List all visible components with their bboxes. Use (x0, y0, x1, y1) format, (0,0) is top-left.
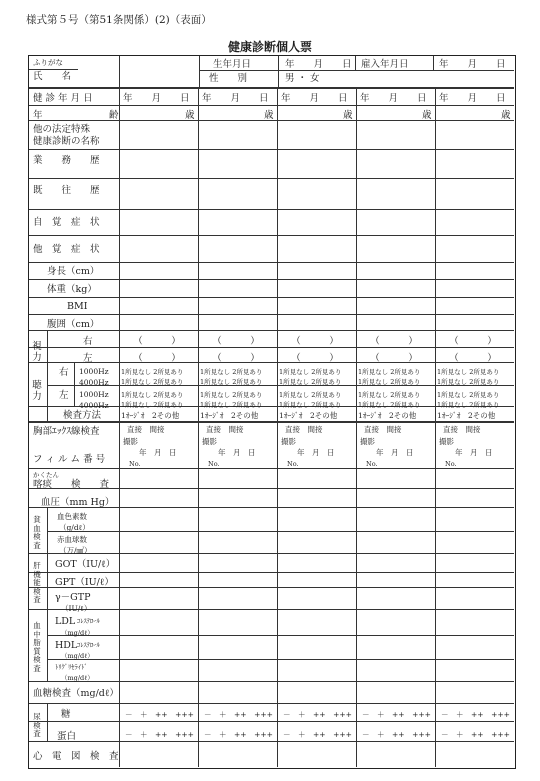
xray-photographed: 撮影 (360, 437, 375, 446)
h-rule (29, 69, 78, 70)
xray-photographed: 撮影 (439, 437, 454, 446)
xray-direct-indirect: 直接 間接 (364, 425, 402, 434)
hearing-right-4000-opts: 1所見なし 2所見あり (279, 378, 342, 386)
h-rule (29, 297, 514, 298)
vision-right-paren: （ ） (449, 336, 497, 347)
form-number-header: 様式第５号（第51条関係）(2)（表面） (26, 14, 212, 26)
h-rule (29, 609, 514, 610)
health-record-form (28, 55, 516, 769)
hearing-method-opts: 1ｵｰｼﾞｵ 2その他 (358, 411, 417, 420)
v-rule (74, 362, 75, 406)
vision-left-paren: （ ） (370, 353, 418, 364)
v-rule (277, 87, 278, 767)
past-history-label: 既 往 歴 (33, 185, 100, 196)
vision-right-label: 右 (83, 336, 93, 347)
blood-sugar-label: 血糖検査（mg/dℓ） (33, 688, 119, 699)
urine-sugar-scale: － ＋ ++ +++ (283, 710, 352, 719)
urine-sugar-label: 糖 (61, 709, 71, 720)
got-label: GOT（IU/ℓ） (55, 559, 116, 570)
hearing-left-1000-opts: 1所見なし 2所見あり (437, 391, 500, 399)
age-unit: 歳 (343, 110, 353, 121)
xray-photo-date: 年 月 日 (297, 448, 335, 457)
blood-pressure-label: 血圧（mm Hg） (41, 497, 115, 508)
hearing-left-label: 左 (59, 390, 69, 401)
hearing-left-1000: 1000Hz (79, 390, 109, 399)
h-rule (29, 149, 514, 150)
h-rule (29, 330, 514, 331)
v-rule (435, 87, 436, 767)
name-label: 氏 名 (33, 71, 72, 82)
h-rule (29, 209, 514, 210)
h-rule (29, 741, 514, 742)
ldl-unit: （mg/dℓ） (61, 629, 94, 637)
hearing-right-1000-opts: 1所見なし 2所見あり (358, 368, 421, 376)
exam-date-ymd: 年 月 日 (123, 93, 190, 104)
h-rule (29, 178, 514, 179)
xray-photo-date: 年 月 日 (218, 448, 256, 457)
ggtp-label: γ－GTP (55, 592, 91, 603)
film-number-no: No. (129, 460, 141, 468)
vision-left-paren: （ ） (449, 353, 497, 364)
ldl-label: LDL (55, 616, 76, 627)
h-rule (47, 659, 514, 660)
other-exam-label-2: 健康診断の名称 (33, 136, 100, 147)
waist-label: 腹囲（cm） (47, 319, 100, 330)
film-number-no: No. (287, 460, 299, 468)
vision-left-paren: （ ） (212, 353, 260, 364)
urine-label: 尿検査 (33, 712, 41, 738)
urine-protein-scale: － ＋ ++ +++ (441, 730, 510, 739)
chest-xray-label: 胸部ｴｯｸｽ線検査 (33, 426, 100, 437)
hearing-right-1000-opts: 1所見なし 2所見あり (437, 368, 500, 376)
urine-protein-scale: － ＋ ++ +++ (125, 730, 194, 739)
hearing-label: 聴力 (32, 380, 42, 402)
sputum-label: 喀痰 検 査 (33, 479, 110, 490)
hearing-left-4000-opts: 1所見なし 2所見あり (121, 401, 184, 409)
h-rule (29, 105, 514, 106)
exam-date-label: 健 診 年 月 日 (33, 93, 93, 104)
hearing-left-4000: 4000Hz (79, 401, 109, 410)
age-unit: 歳 (501, 110, 511, 121)
urine-protein-scale: － ＋ ++ +++ (283, 730, 352, 739)
rbc-label: 赤血球数 (57, 535, 87, 544)
urine-sugar-scale: － ＋ ++ +++ (362, 710, 431, 719)
vision-right-paren: （ ） (212, 336, 260, 347)
hearing-left-1000-opts: 1所見なし 2所見あり (279, 391, 342, 399)
h-rule (29, 262, 514, 263)
anemia-label: 貧血検査 (33, 515, 41, 550)
hire-date-ymd: 年 月 日 (439, 59, 506, 70)
h-rule (47, 635, 514, 636)
liver-label: 肝機能検査 (33, 561, 41, 604)
birth-date-ymd: 年 月 日 (285, 59, 352, 70)
test-method-label: 検査方法 (63, 410, 102, 421)
hearing-method-opts: 1ｵｰｼﾞｵ 2その他 (437, 411, 496, 420)
v-rule (119, 87, 120, 767)
v-rule (47, 330, 48, 422)
v-rule (198, 87, 199, 767)
xray-photographed: 撮影 (123, 437, 138, 446)
hearing-method-opts: 1ｵｰｼﾞｵ 2その他 (200, 411, 259, 420)
h-rule (29, 721, 514, 722)
lipid-label: 血中脂質検査 (33, 621, 41, 673)
vision-right-paren: （ ） (133, 336, 181, 347)
hearing-right-1000-opts: 1所見なし 2所見あり (279, 368, 342, 376)
ldl-sub: ｺﾚｽﾃﾛｰﾙ (77, 617, 100, 625)
h-rule (199, 70, 514, 71)
xray-direct-indirect: 直接 間接 (127, 425, 165, 434)
exam-date-ymd: 年 月 日 (360, 93, 427, 104)
urine-sugar-scale: － ＋ ++ +++ (125, 710, 194, 719)
hemoglobin-unit: （g/dℓ） (59, 523, 90, 532)
hearing-left-1000-opts: 1所見なし 2所見あり (121, 391, 184, 399)
age-unit: 歳 (264, 110, 274, 121)
form-title: 健康診断個人票 (227, 40, 312, 54)
hdl-sub: ｺﾚｽﾃﾛｰﾙ (77, 641, 100, 649)
age-label: 年 齢 (33, 110, 119, 121)
weight-label: 体重（kg） (47, 284, 97, 295)
hire-date-label: 雇入年月日 (361, 59, 409, 70)
xray-photo-date: 年 月 日 (455, 448, 493, 457)
film-number-no: No. (445, 460, 457, 468)
bmi-label: BMI (67, 301, 88, 312)
h-rule (29, 703, 514, 704)
furigana-label: ふりがな (33, 58, 63, 67)
hearing-right-1000-opts: 1所見なし 2所見あり (121, 368, 184, 376)
urine-sugar-scale: － ＋ ++ +++ (204, 710, 273, 719)
gpt-label: GPT（IU/ℓ） (55, 577, 114, 588)
hearing-right-4000-opts: 1所見なし 2所見あり (121, 378, 184, 386)
exam-date-ymd: 年 月 日 (439, 93, 506, 104)
hearing-left-4000-opts: 1所見なし 2所見あり (200, 401, 263, 409)
xray-photographed: 撮影 (281, 437, 296, 446)
xray-photo-date: 年 月 日 (139, 448, 177, 457)
vision-left-paren: （ ） (291, 353, 339, 364)
hearing-right-4000-opts: 1所見なし 2所見あり (358, 378, 421, 386)
xray-photographed: 撮影 (202, 437, 217, 446)
hearing-right-1000: 1000Hz (79, 367, 109, 376)
film-number-no: No. (208, 460, 220, 468)
other-exam-label-1: 他の法定特殊 (33, 124, 91, 135)
h-rule (29, 314, 514, 315)
objective-label: 他 覚 症 状 (33, 244, 100, 255)
xray-photo-date: 年 月 日 (376, 448, 414, 457)
hearing-method-opts: 1ｵｰｼﾞｵ 2その他 (279, 411, 338, 420)
xray-direct-indirect: 直接 間接 (206, 425, 244, 434)
hearing-right-label: 右 (59, 367, 69, 378)
v-rule (47, 703, 48, 741)
h-rule (29, 279, 514, 280)
h-rule (29, 681, 514, 682)
v-rule (433, 56, 434, 70)
v-rule (356, 87, 357, 767)
hemoglobin-label: 血色素数 (57, 512, 87, 521)
sputum-ruby: かくたん (33, 471, 59, 479)
h-rule (29, 362, 514, 363)
height-label: 身長（cm） (47, 266, 100, 277)
h-rule (29, 235, 514, 236)
ggtp-unit: （IU/ℓ） (61, 604, 92, 613)
hearing-right-4000-opts: 1所見なし 2所見あり (437, 378, 500, 386)
hearing-method-opts: 1ｵｰｼﾞｵ 2その他 (121, 411, 180, 420)
tg-unit: （mg/dℓ） (61, 674, 94, 682)
vision-label: 視力 (32, 341, 42, 363)
exam-date-ymd: 年 月 日 (202, 93, 269, 104)
h-rule (29, 421, 514, 422)
vision-right-paren: （ ） (370, 336, 418, 347)
film-number-no: No. (366, 460, 378, 468)
h-rule (29, 553, 514, 554)
work-history-label: 業 務 歴 (33, 155, 100, 166)
hearing-left-4000-opts: 1所見なし 2所見あり (279, 401, 342, 409)
vision-left-paren: （ ） (133, 353, 181, 364)
h-rule (29, 87, 514, 89)
vision-right-paren: （ ） (291, 336, 339, 347)
hearing-right-4000-opts: 1所見なし 2所見あり (200, 378, 263, 386)
urine-sugar-scale: － ＋ ++ +++ (441, 710, 510, 719)
v-rule (355, 56, 356, 70)
hearing-right-1000-opts: 1所見なし 2所見あり (200, 368, 263, 376)
xray-direct-indirect: 直接 間接 (285, 425, 323, 434)
hearing-right-4000: 4000Hz (79, 378, 109, 387)
film-number-label: フ ィ ル ム 番 号 (33, 454, 106, 465)
ecg-label: 心 電 図 検 査 (33, 751, 119, 762)
xray-direct-indirect: 直接 間接 (443, 425, 481, 434)
hearing-left-4000-opts: 1所見なし 2所見あり (437, 401, 500, 409)
hdl-unit: （mg/dℓ） (61, 652, 94, 660)
v-rule (119, 56, 120, 87)
urine-protein-scale: － ＋ ++ +++ (204, 730, 273, 739)
h-rule (29, 347, 514, 348)
hearing-left-1000-opts: 1所見なし 2所見あり (200, 391, 263, 399)
h-rule (47, 531, 514, 532)
h-rule (29, 468, 514, 469)
hdl-label: HDL (55, 640, 78, 651)
rbc-unit: （万/㎣） (59, 546, 92, 555)
exam-date-ymd: 年 月 日 (281, 93, 348, 104)
sex-options: 男 ・ 女 (285, 73, 320, 84)
v-rule (47, 609, 48, 681)
vision-left-label: 左 (83, 353, 93, 364)
h-rule (29, 572, 514, 573)
birth-date-label: 生年月日 (213, 59, 252, 70)
tg-label: ﾄﾘｸﾞﾘｾﾗｲﾄﾞ (55, 663, 88, 671)
urine-protein-label: 蛋白 (57, 731, 77, 742)
age-unit: 歳 (422, 110, 432, 121)
v-rule (278, 56, 279, 87)
urine-protein-scale: － ＋ ++ +++ (362, 730, 431, 739)
v-rule (47, 553, 48, 609)
h-rule (29, 422, 514, 423)
hearing-left-1000-opts: 1所見なし 2所見あり (358, 391, 421, 399)
v-rule (47, 507, 48, 553)
age-unit: 歳 (185, 110, 195, 121)
sex-label: 性 別 (209, 73, 248, 84)
subjective-label: 自 覚 症 状 (33, 217, 100, 228)
v-rule (199, 56, 200, 87)
hearing-left-4000-opts: 1所見なし 2所見あり (358, 401, 421, 409)
